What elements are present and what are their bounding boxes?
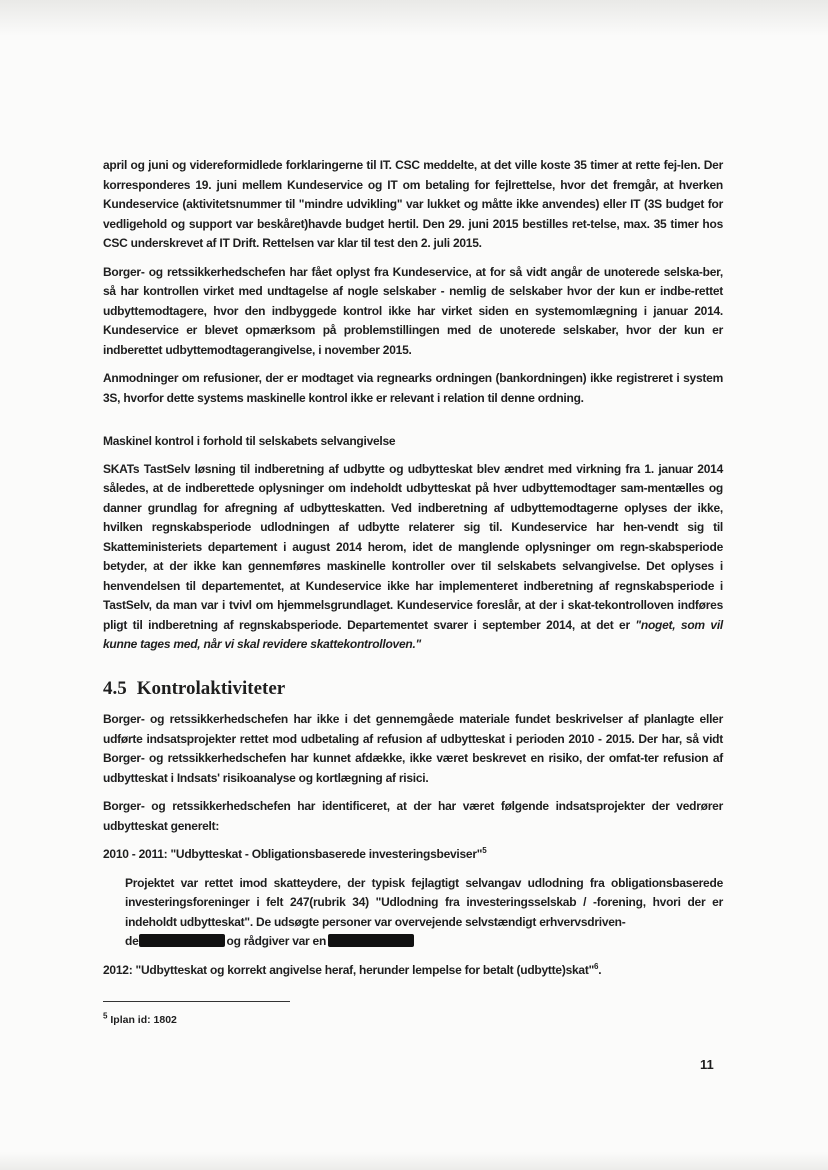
paragraph-no-descriptions: Borger- og retssikkerhedschefen har ikke i det gennemgåede materiale fundet beskrivelser af planlagte eller udførte indsatsprojekter rettet mod udbetaling af refusion af udbytteskat i perioden 2010 - 2015. Der har, så vidt Borger- og retssikkerhedschefen har kunnet afdække, ikke været beskrevet en risiko, der omfat-ter refusion af udbytteskat i Indsats' risikoanalyse og kortlægning af risici. <box>103 712 723 785</box>
department-quote: "noget, som vil kunne tages med, når vi skal revidere skattekontrolloven." <box>103 617 723 651</box>
scan-top-shadow <box>0 0 828 36</box>
redaction-box <box>139 934 225 947</box>
project-body-line2-mid: og rådgiver var en <box>226 934 327 948</box>
page-body <box>103 156 723 989</box>
footnote-ref: 6 <box>594 961 599 971</box>
scan-bottom-shadow <box>0 1152 828 1170</box>
footnote-ref: 5 <box>482 846 487 855</box>
footnote <box>103 1011 177 1026</box>
project-title-text: "Udbytteskat og korrekt angivelse heraf, herunder lempelse for betalt (udbytte)skat" <box>132 962 595 977</box>
project-body-text: Projektet var rettet imod skatteydere, der typisk fejlagtigt selvangav udlodning fra obligationsbaserede investeringsforeninger i felt 247(rubrik 34) "Udlodning fra investeringsselskab / -forening, hvori der er indeholdt udbytteskat". De udsøgte personer var overvejende selvstændigt erhvervsdriven- <box>125 875 723 929</box>
paragraph-unlisted-companies: Borger- og retssikkerhedschefen har fået oplyst fra Kundeservice, at for så vidt angår de unoterede selska-ber, så har kontrollen virket med undtagelse af nogle selskaber - nemlig de selskaber hvor der kun er indbe-rettet udbyttemodtagere, hvor den indbyggede kontrol ikke har virket siden en systemomlægning i januar 2014. Kundeservice er blevet opmærksom på problemstillingen med de unoterede selskaber, hvor der kun er indberettet udbyttemodtagerangivelse, i november 2015. <box>103 264 723 357</box>
footnote-divider <box>103 1001 290 1002</box>
project-title-text: "Udbytteskat - Obligationsbaserede investeringsbeviser" <box>167 847 483 861</box>
paragraph-refund-requests: Anmodninger om refusioner, der er modtaget via regnearks ordningen (bankordningen) ikke registreret i system 3S, hvorfor dette systems maskinelle kontrol ikke er relevant i relation til denne ordning. <box>103 371 723 405</box>
project-body-line2-start: de <box>125 934 139 948</box>
subheading-machine-control: Maskinel kontrol i forhold til selskabets selvangivelse <box>103 434 396 448</box>
tastselv-text: SKATs TastSelv løsning til indberetning af udbytte og udbytteskat blev ændret med virkning fra 1. januar 2014 således, at de indberettede oplysninger om indeholdt udbytteskat på hver udbyttemodtager sam-mentælles og danner grundlag for afregning af udbytteskatten. Ved indberetning af udbyttemodtagerne oplyses der ikke, hvilken regnskabsperiode udlodningen af udbytte relaterer sig til. Kundeservice har hen-vendt sig til Skatteministeriets departement i august 2014 herom, idet de manglende oplysninger om regn-skabsperiode betyder, at der ikke kan gennemføres maskinelle kontroller over til selskabets selvangivelse. Det oplyses i henvendelsen til departementet, at Kundeservice ikke har implementeret indberetning af regnskabsperiode i TastSelv, da man var i tvivl om hjemmelsgrundlaget. Kundeservice foreslår, at der i skat-tekontrolloven indføres pligt til indberetning af regnskabsperiode. Departementet svarer i september 2014, at det er <box>103 461 723 632</box>
section-title: Kontrolaktiviteter <box>136 677 286 699</box>
paragraph-identified-projects: Borger- og retssikkerhedschefen har identificeret, at der har været følgende indsatsprojekter der vedrører udbytteskat generelt: <box>103 799 723 833</box>
paragraph-it-correspondence: april og juni og videreformidlede forklaringerne til IT. CSC meddelte, at det ville koste 35 timer at rette fej-len. Der korresponderes 19. juni mellem Kundeservice og IT om betaling for fejlrettelse, hvor det fremgår, at hverken Kundeservice (aktivitetsnummer til "mindre udvikling" var lukket og måtte ikke anvendes) eller IT (3S budget for vedligehold og support var beskåret)havde budget hertil. Den 29. juni 2015 bestilles ret-telse, max. 35 timer hos CSC underskrevet af IT Drift. Rettelsen var klar til test den 2. juli 2015. <box>103 158 723 250</box>
paragraph-tastselv <box>103 460 723 655</box>
project-label: 2010 - 2011: <box>103 847 168 861</box>
footnote-text: Iplan id: 1802 <box>107 1014 177 1026</box>
project-title-tail: . <box>598 962 602 977</box>
section-number: 4.5 <box>103 677 127 699</box>
project-2010-2011-body <box>125 874 723 952</box>
section-heading <box>103 679 723 699</box>
project-label: 2012: <box>103 962 133 977</box>
project-2010-2011-title <box>103 845 723 865</box>
footnote-number: 5 <box>103 1011 108 1021</box>
project-2012-title <box>103 961 723 981</box>
redaction-box <box>328 934 414 947</box>
page-number: 11 <box>700 1057 714 1072</box>
